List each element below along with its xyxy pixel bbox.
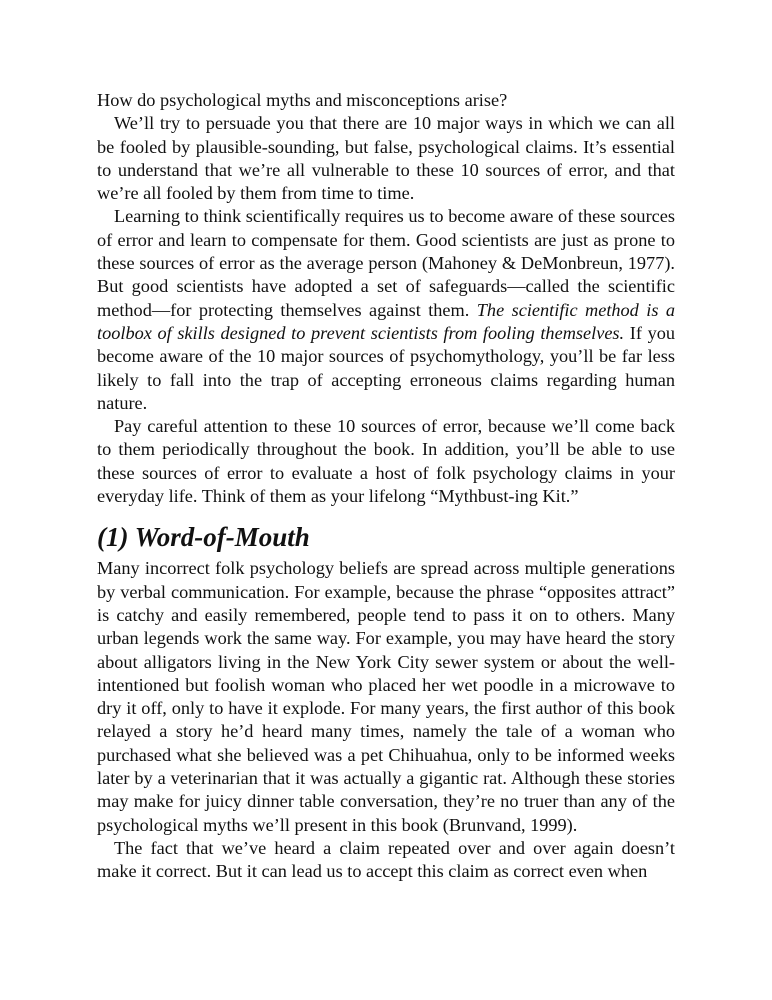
intro-question: How do psychological myths and misconceptions arise? <box>97 90 508 110</box>
paragraph-scientific-italic: The scientific method is a toolbox of skills designed to prevent scientists from fooling themselves. <box>97 299 675 343</box>
book-page <box>97 89 675 884</box>
paragraph-ten-ways: We’ll try to persuade you that there are 10 major ways in which we can all be fooled by plausible-sounding, but false, psychological claims. It’s essential to understand that we’re all vulnerable to these 10 sources of error, and that we’re all fooled by them from time to time. <box>97 113 675 204</box>
paragraph-scientific-before: Learning to think scientifically requires us to become aware of these sources of error and learn to compensate for them. Good scientists are just as prone to these sources of error as the average person (Mahoney & DeMonbreun, 1977). But good scientists have adopted a set of safeguards—called the scientific method—for protecting themselves against them. <box>97 206 675 320</box>
section-paragraph-repetition: The fact that we’ve heard a claim repeated over and over again doesn’t make it correct. But it can lead us to accept this claim as correct even when <box>97 837 675 882</box>
paragraph-attention: Pay careful attention to these 10 sources of error, because we’ll come back to them periodically throughout the book. In addition, you’ll be able to use these sources of error to evaluate a host of folk psychology claims in your everyday life. Think of them as your lifelong “Mythbust-ing Kit.” <box>97 416 675 507</box>
section-heading: (1) Word-of-Mouth <box>97 522 310 553</box>
paragraph-scientific-after: If you become aware of the 10 major sources of psychomythology, you’ll be far less likely to fall into the trap of accepting erroneous claims regarding human nature. <box>97 322 675 413</box>
section-paragraph-word-of-mouth: Many incorrect folk psychology beliefs are spread across multiple generations by verbal communication. For example, because the phrase “opposites attract” is catchy and easily remembered, people tend to pass it on to others. Many urban legends work the same way. For example, you may have heard the story about alligators living in the New York City sewer system or about the well-intentioned but foolish woman who placed her wet poodle in a microwave to dry it off, only to have it explode. For many years, the first author of this book relayed a story he’d heard many times, namely the tale of a woman who purchased what she believed was a pet Chihuahua, only to be informed weeks later by a veterinarian that it was actually a gigantic rat. Although these stories may make for juicy dinner table conversation, they’re no truer than any of the psychological myths we’ll present in this book (Brunvand, 1999). <box>97 558 675 835</box>
paragraph-scientific-method <box>97 205 675 415</box>
